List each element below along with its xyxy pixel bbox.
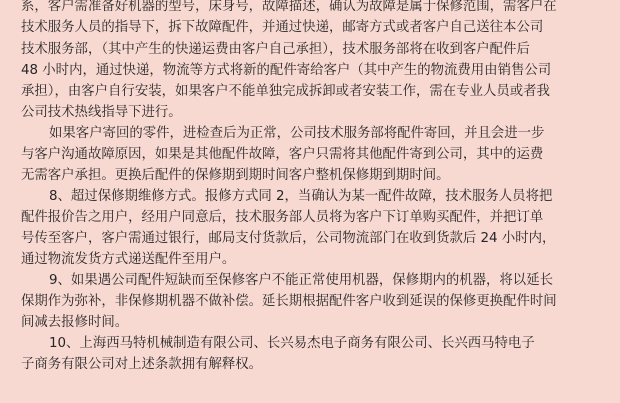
- text-line: 配件报价告之用户，经用户同意后，技术服务部人员将为客户下订单购买配件，并把订单: [21, 210, 544, 225]
- clause-8-first-line: 8、超过保修期维修方式。报修方式同 2，当确认为某一配件故障，技术服务人员将把: [49, 189, 553, 204]
- text-line: 保期作为弥补，非保修期机器不做补偿。延长期根据配件客户收到延误的保修更换配件时间: [21, 294, 557, 309]
- text-line: 系，客户需准备好机器的型号，床身号，故障描述，确认为故障是属于保修范围，需客户在: [21, 0, 557, 14]
- text-line: 号传至客户，客户需通过银行，邮局支付货款后，公司物流部门在收到货款后 24 小时内，: [21, 231, 556, 246]
- text-line: 技术服务部，（其中产生的快递运费由客户自己承担），技术服务部将在收到客户配件后: [21, 42, 530, 57]
- text-line: 承担），由客户自行安装，如果客户不能单独完成拆卸或者安装工作，需在专业人员或者我: [21, 84, 550, 99]
- text-line: 公司技术热线指导下进行。: [21, 105, 182, 120]
- paragraph-first-line: 如果客户寄回的零件，进检查后为正常，公司技术服务部将配件寄回，并且会进一步: [49, 126, 545, 141]
- text-line: 通过物流发货方式递送配件至用户。: [21, 252, 236, 267]
- text-line: 与客户沟通故障原因，如果是其他配件故障，客户只需将其他配件寄到公司，其中的运费: [21, 147, 544, 162]
- clause-9-first-line: 9、如果遇公司配件短缺而至保修客户不能正常使用机器，保修期内的机器，将以延长: [49, 273, 553, 288]
- text-line: 48 小时内，通过快递，物流等方式将新的配件寄给客户（其中产生的物流费用由销售公司: [21, 63, 552, 78]
- text-line: 子商务有限公司对上述条款拥有解释权。: [21, 357, 263, 372]
- text-line: 无需客户承担。更换后配件的保修期到期时间客户整机保修期到期时间。: [21, 168, 450, 183]
- text-line: 技术服务人员的指导下，拆下故障配件，并通过快递，邮寄方式或者客户自己送往本公司: [21, 20, 544, 35]
- text-line: 间减去报修时间。: [21, 315, 129, 330]
- clause-10-first-line: 10、上海西马特机械制造有限公司、长兴易杰电子商务有限公司、长兴西马特电子: [49, 336, 535, 351]
